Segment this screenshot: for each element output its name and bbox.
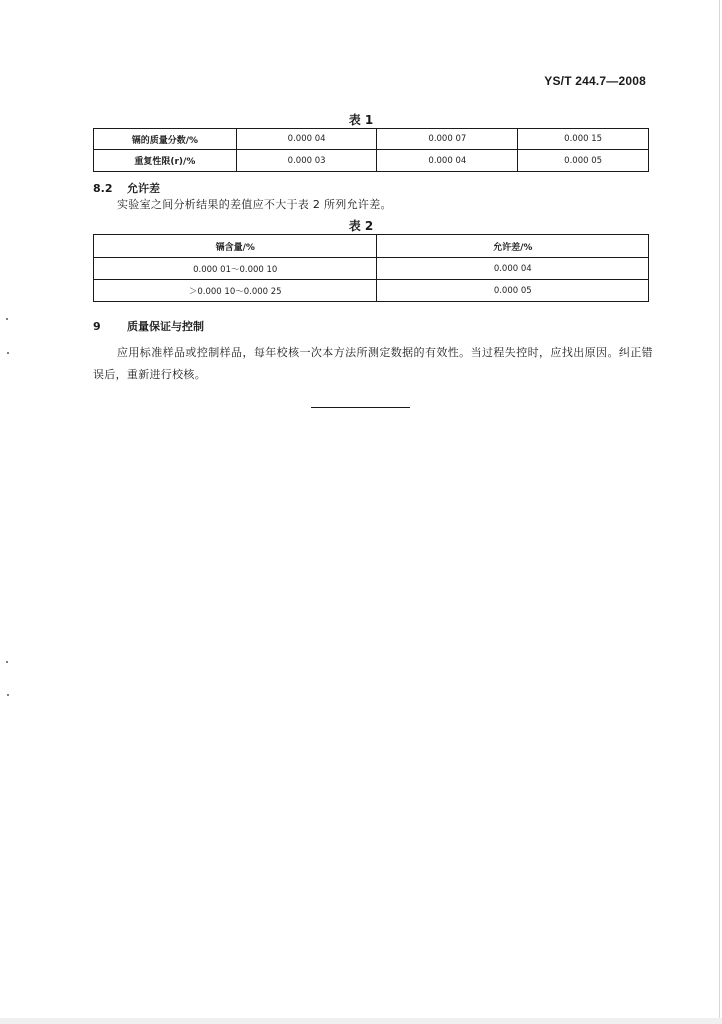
section-title: 允许差 xyxy=(127,182,160,195)
table2-row xyxy=(94,258,649,280)
table1-cell: 0.000 04 xyxy=(377,150,518,172)
table2-row xyxy=(94,280,649,302)
table1-cell: 0.000 07 xyxy=(377,129,518,150)
scan-speck xyxy=(6,661,8,663)
table2-caption: 表 2 xyxy=(348,219,374,233)
table2-header: 镉含量/% xyxy=(94,235,377,258)
scan-speck xyxy=(6,318,8,320)
table1-caption: 表 1 xyxy=(348,113,374,127)
table1-cell: 0.000 03 xyxy=(236,150,377,172)
scan-bottom-band xyxy=(0,1018,722,1024)
table1-row-label: 重复性限(r)/% xyxy=(94,150,237,172)
scan-speck xyxy=(7,352,9,354)
table1-row xyxy=(94,150,649,172)
table2-cell: 0.000 04 xyxy=(377,258,649,280)
table1-cell: 0.000 05 xyxy=(518,150,649,172)
table1-row-label: 镉的质量分数/% xyxy=(94,129,237,150)
table2 xyxy=(93,234,649,302)
section-number: 9 xyxy=(93,320,101,333)
table2-cell: 0.000 01～0.000 10 xyxy=(94,258,377,280)
table2-cell: ＞0.000 10～0.000 25 xyxy=(94,280,377,302)
table1 xyxy=(93,128,649,172)
scan-edge xyxy=(719,0,720,1024)
table1-cell: 0.000 04 xyxy=(236,129,377,150)
table2-header-row xyxy=(94,235,649,258)
table2-cell: 0.000 05 xyxy=(377,280,649,302)
scan-speck xyxy=(7,694,9,696)
section-number: 8.2 xyxy=(93,182,113,195)
section-8-2-text: 实验室之间分析结果的差值应不大于表 2 所列允许差。 xyxy=(117,198,392,211)
table1-row xyxy=(94,129,649,150)
end-rule xyxy=(311,407,410,408)
standard-code: YS/T 244.7—2008 xyxy=(544,74,646,88)
section-title: 质量保证与控制 xyxy=(127,320,204,333)
section-9-heading xyxy=(93,318,204,334)
section-9-text: 应用标准样品或控制样品，每年校核一次本方法所测定数据的有效性。当过程失控时，应找出原因。纠正错误后，重新进行校核。 xyxy=(93,346,653,381)
table1-cell: 0.000 15 xyxy=(518,129,649,150)
table2-header: 允许差/% xyxy=(377,235,649,258)
